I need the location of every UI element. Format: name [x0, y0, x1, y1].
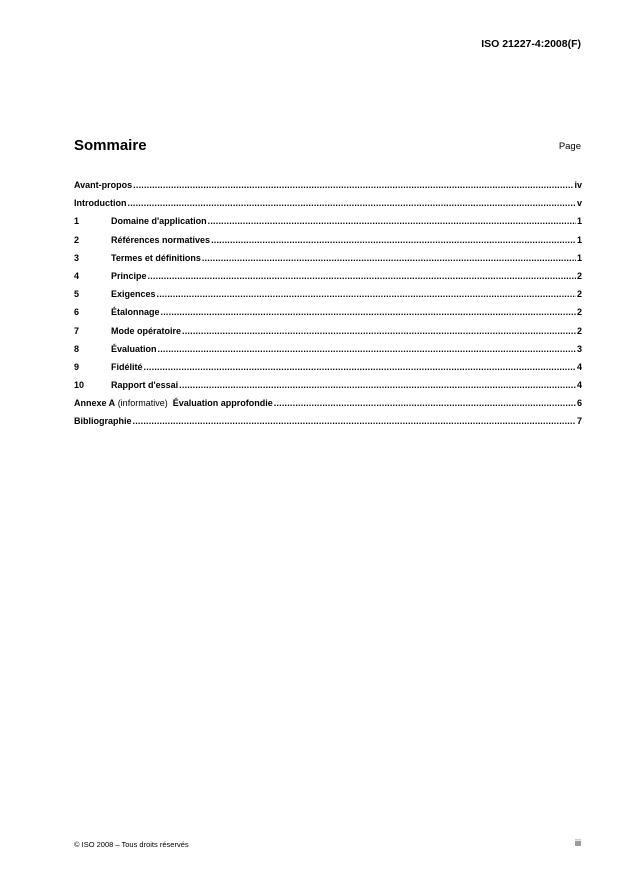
- toc-entry-page: 1: [576, 234, 582, 245]
- toc-entry-page: 4: [576, 380, 582, 391]
- toc-entry-number: 7: [74, 325, 80, 336]
- toc-entry-label: Étalonnage: [111, 307, 160, 318]
- toc-entry-page: 2: [576, 307, 582, 318]
- toc-entry-6[interactable]: [74, 303, 582, 321]
- page-column-label: Page: [558, 141, 581, 152]
- toc-entry-number: 3: [74, 252, 80, 263]
- toc-entry-7[interactable]: [74, 322, 582, 340]
- toc-leader-dots: [128, 194, 576, 212]
- toc-entry-number: 8: [74, 343, 80, 354]
- toc-entry-page: 2: [576, 289, 582, 300]
- toc-entry-3[interactable]: [74, 249, 582, 267]
- toc-entry-number: 5: [74, 289, 80, 300]
- toc-entry-label: Principe: [111, 270, 147, 281]
- toc-entry-page: 2: [576, 270, 582, 281]
- toc-entry-label: Fidélité: [111, 361, 143, 372]
- toc-entry-page: 4: [576, 361, 582, 372]
- toc-entry-label: Références normatives: [111, 234, 211, 245]
- toc-entry-2[interactable]: [74, 231, 582, 249]
- toc-entry-label: Bibliographie: [74, 416, 132, 427]
- toc-entry-introduction[interactable]: [74, 194, 582, 212]
- page-number: iii: [575, 838, 581, 848]
- toc-entry-page: 1: [576, 252, 582, 263]
- document-reference: ISO 21227-4:2008(F): [481, 38, 581, 50]
- toc-leader-dots: [161, 303, 576, 321]
- toc-entry-1[interactable]: [74, 212, 582, 230]
- toc-leader-dots: [157, 285, 576, 303]
- toc-entry-label: [74, 394, 273, 412]
- toc-leader-dots: [202, 249, 576, 267]
- annex-title: Évaluation approfondie: [172, 398, 273, 409]
- toc-entry-label: Exigences: [111, 289, 156, 300]
- toc-entry-4[interactable]: [74, 267, 582, 285]
- toc-entry-label: Domaine d'application: [111, 216, 207, 227]
- toc-title: Sommaire: [74, 137, 147, 154]
- toc-entry-page: 2: [576, 325, 582, 336]
- toc-entry-number: 4: [74, 270, 80, 281]
- toc-entry-label: Introduction: [74, 198, 127, 209]
- toc-entry-page: v: [576, 198, 582, 209]
- toc-leader-dots: [148, 267, 576, 285]
- toc-leader-dots: [274, 394, 576, 412]
- toc-entry-annexe-a[interactable]: [74, 394, 582, 412]
- table-of-contents: [74, 176, 582, 431]
- toc-entry-label: Rapport d'essai: [111, 380, 179, 391]
- toc-entry-page: 6: [576, 398, 582, 409]
- toc-entry-number: 9: [74, 361, 80, 372]
- toc-entry-number: 6: [74, 307, 80, 318]
- toc-entry-number: 10: [74, 380, 85, 391]
- toc-entry-page: 1: [576, 216, 582, 227]
- toc-entry-page: 3: [576, 343, 582, 354]
- toc-entry-bibliographie[interactable]: [74, 412, 582, 430]
- copyright-notice: © ISO 2008 – Tous droits réservés: [74, 840, 189, 849]
- toc-leader-dots: [133, 176, 573, 194]
- toc-entry-8[interactable]: [74, 340, 582, 358]
- toc-leader-dots: [182, 322, 576, 340]
- toc-leader-dots: [179, 376, 576, 394]
- toc-entry-label: Termes et définitions: [111, 252, 201, 263]
- toc-entry-label: Évaluation: [111, 343, 157, 354]
- toc-entry-5[interactable]: [74, 285, 582, 303]
- toc-leader-dots: [144, 358, 576, 376]
- toc-entry-number: 1: [74, 216, 80, 227]
- toc-leader-dots: [158, 340, 576, 358]
- toc-entry-avant-propos[interactable]: [74, 176, 582, 194]
- toc-entry-label: Avant-propos: [74, 180, 133, 190]
- toc-entry-label: Mode opératoire: [111, 325, 182, 336]
- toc-entry-10[interactable]: [74, 376, 582, 394]
- toc-leader-dots: [133, 412, 576, 430]
- toc-leader-dots: [211, 231, 576, 249]
- annex-prefix: Annexe A: [74, 398, 116, 409]
- toc-entry-number: 2: [74, 234, 80, 245]
- toc-entry-9[interactable]: [74, 358, 582, 376]
- annex-type: (informative): [115, 398, 173, 409]
- toc-entry-page: iv: [574, 180, 582, 190]
- toc-entry-page: 7: [576, 416, 582, 427]
- toc-leader-dots: [208, 212, 576, 230]
